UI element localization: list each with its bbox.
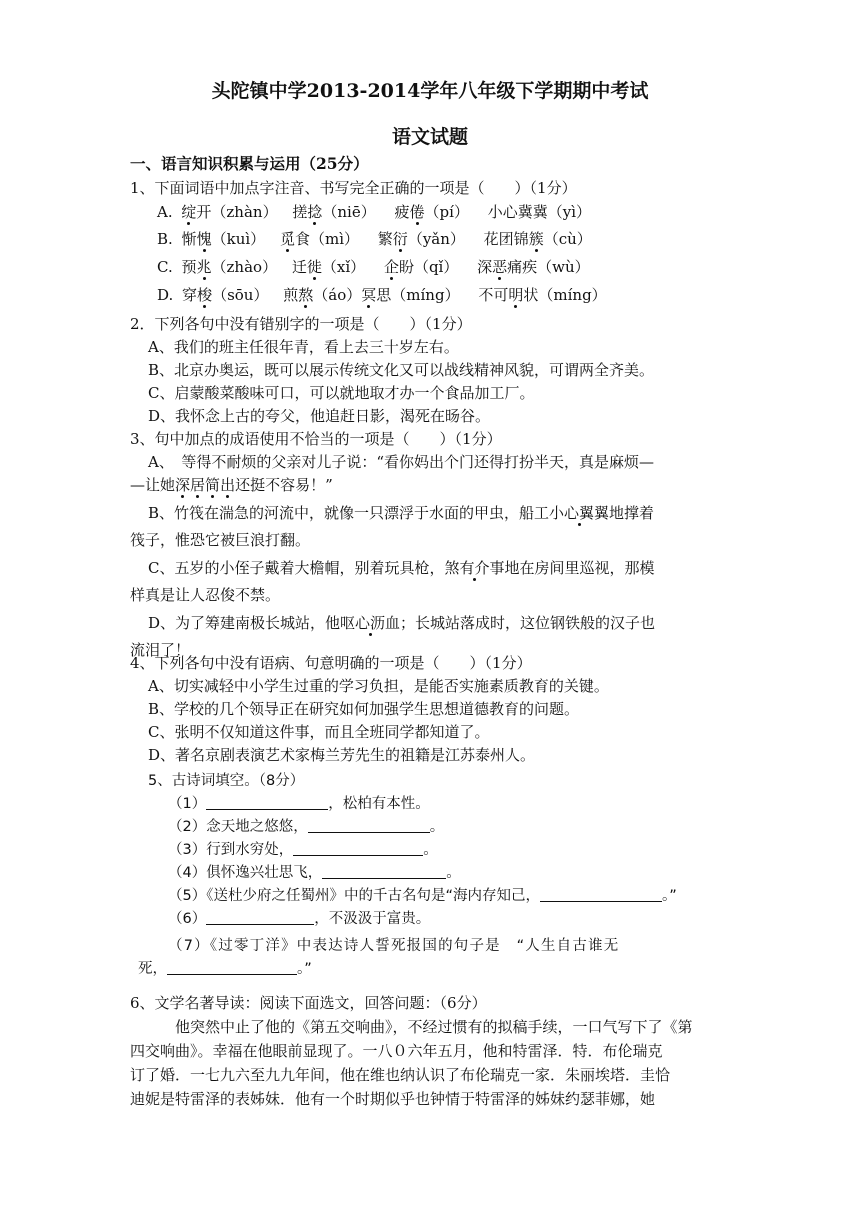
idiom-b: 小心翼翼 (549, 504, 610, 522)
question-3-option-b-line1: B、竹筏在湍急的河流中，就像一只漂浮于水面的甲虫，船工小心翼翼地撑着 (148, 504, 655, 522)
question-1-option-a: A. 绽开（zhàn） 搓捻（niē） 疲倦（pí） 小心冀冀（yì） (157, 203, 592, 221)
question-4-option-b: B、学校的几个领导正在研究如何加强学生思想道德教育的问题。 (148, 700, 580, 718)
answer-blank[interactable] (322, 863, 446, 879)
page-subtitle: 语文试题 (391, 126, 468, 148)
question-3-option-d-line1: D、为了筹建南极长城站，他呕心沥血；长城站落成时，这位钢铁般的汉子也 (148, 614, 656, 632)
question-3-option-a-line2: —让她深居简出还挺不容易！” (130, 476, 333, 494)
question-3-option-a-line1: A、 等得不耐烦的父亲对儿子说：“看你妈出个门还得打扮半天，真是麻烦— (148, 453, 655, 471)
question-2-stem: 2．下列各句中没有错别字的一项是（ ）（1分） (130, 315, 472, 333)
answer-blank[interactable] (206, 909, 314, 925)
poem-fill-2: （2）念天地之悠悠， 。 (168, 819, 445, 835)
answer-blank[interactable] (540, 886, 662, 902)
poem-fill-1: （1） ，松柏有本性。 (168, 796, 430, 812)
question-3-option-c-line1: C、五岁的小侄子戴着大檐帽，别着玩具枪，煞有介事地在房间里巡视，那模 (148, 559, 655, 577)
question-1-stem: 1、下面词语中加点字注音、书写完全正确的一项是（ ）（1分） (130, 179, 577, 197)
question-3-stem: 3、句中加点的成语使用不恰当的一项是（ ）（1分） (130, 430, 502, 448)
question-5-stem: 5、古诗词填空。（8分） (148, 773, 305, 789)
question-2-option-b: B、北京办奥运，既可以展示传统文化又可以战线精神风貌，可谓两全齐美。 (148, 361, 655, 379)
idiom-c: 煞有介事 (444, 559, 505, 577)
question-1-option-d: D. 穿梭（sōu） 煎熬（áo）冥思（míng） 不可明状（míng） (157, 286, 607, 304)
idiom-d: 呕心沥血 (340, 614, 401, 632)
poem-fill-7-line1: （7）《过零丁洋》中表达诗人誓死报国的句子是 “人生自古谁无 (168, 938, 620, 954)
passage-line-1: 他突然中止了他的《第五交响曲》，不经过惯有的拟稿手续，一口气写下了《第 (175, 1018, 693, 1036)
question-6-stem: 6、文学名著导读：阅读下面选文，回答问题：（6分） (130, 994, 487, 1012)
answer-blank[interactable] (167, 959, 297, 975)
answer-blank[interactable] (293, 840, 423, 856)
question-1-option-c: C. 预兆（zhào） 迁徙（xǐ） 企盼（qǐ） 深恶痛疾（wù） (157, 258, 590, 276)
poem-fill-7-line2: 死， 。” (138, 961, 312, 977)
answer-blank[interactable] (308, 817, 430, 833)
section-heading: 一、语言知识积累与运用（25分） (130, 154, 369, 173)
passage-line-3: 订了婚．一七九六至九九年间，他在维也纳认识了布伦瑞克一家．朱丽埃塔．圭恰 (130, 1066, 671, 1084)
answer-blank[interactable] (206, 794, 328, 810)
poem-fill-6: （6） ，不汲汲于富贵。 (168, 911, 431, 927)
poem-fill-4: （4）俱怀逸兴壮思飞， 。 (168, 865, 461, 881)
passage-line-4: 迪妮是特雷泽的表姊妹．他有一个时期似乎也钟情于特雷泽的姊妹约瑟菲娜，她 (130, 1090, 656, 1108)
poem-fill-3: （3）行到水穷处， 。 (168, 842, 438, 858)
question-3-option-b-line2: 筏子，惟恐它被巨浪打翻。 (130, 531, 311, 549)
question-3-option-c-line2: 样真是让人忍俊不禁。 (130, 586, 281, 604)
passage-line-2: 四交响曲》。幸福在他眼前显现了。一八０六年五月，他和特雷泽．特．布伦瑞克 (130, 1042, 663, 1060)
question-4-option-a: A、切实减轻中小学生过重的学习负担，是能否实施素质教育的关键。 (148, 677, 609, 695)
poem-fill-5: （5）《送杜少府之任蜀州》中的千古名句是“海内存知己， 。” (168, 888, 677, 904)
question-1-option-b: B. 惭愧（kuì） 觅食（mì） 繁衍（yǎn） 花团锦簇（cù） (157, 230, 592, 248)
question-3-option-d-line2: 流泪了！ (130, 641, 191, 659)
question-4-stem: 4、下列各句中没有语病、句意明确的一项是（ ）（1分） (130, 654, 532, 672)
question-2-option-d: D、我怀念上古的夸父，他追赶日影，渴死在旸谷。 (148, 407, 491, 425)
question-2-option-a: A、我们的班主任很年青，看上去三十岁左右。 (148, 338, 459, 356)
question-4-option-d: D、著名京剧表演艺术家梅兰芳先生的祖籍是江苏泰州人。 (148, 746, 536, 764)
question-4-option-c: C、张明不仅知道这件事，而且全班同学都知道了。 (148, 723, 490, 741)
question-2-option-c: C、启蒙酸菜酸味可口，可以就地取才办一个食品加工厂。 (148, 384, 535, 402)
page-title: 头陀镇中学2013-2014学年八年级下学期期中考试 (211, 80, 649, 102)
